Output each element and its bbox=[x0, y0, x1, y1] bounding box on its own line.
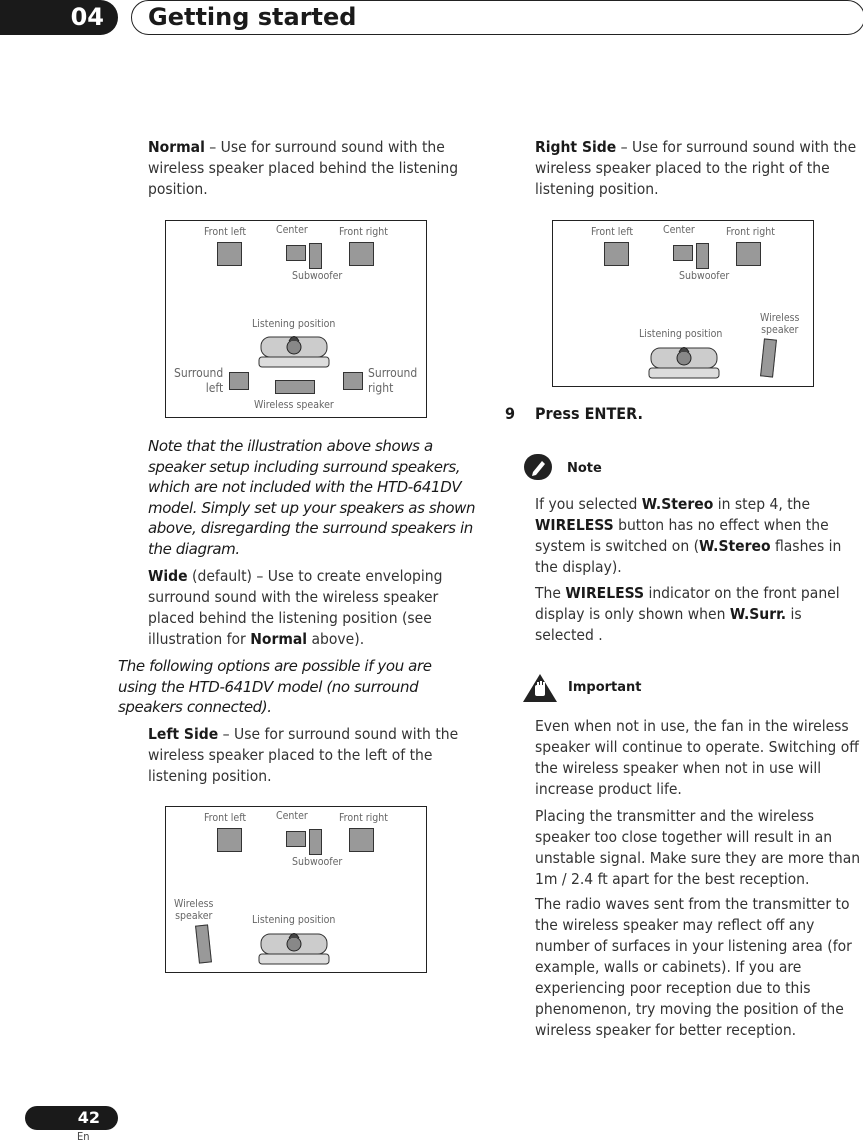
label-center: Center bbox=[276, 224, 308, 236]
surround-note-italic: Note that the illustration above shows a speaker setup including surround speakers, which are not included with the HTD-641DV model. Simply set up your speakers as shown above, disregarding the surround speakers in the diagram. bbox=[148, 437, 476, 558]
center-speaker bbox=[286, 245, 306, 261]
chapter-title: Getting started bbox=[131, 0, 863, 35]
label-front-left: Front left bbox=[204, 812, 247, 824]
front-right-speaker bbox=[736, 242, 761, 266]
left-side-term: Left Side bbox=[148, 725, 219, 743]
label-surround-left: Surround left bbox=[174, 366, 224, 395]
label-wireless-speaker: Wireless speaker bbox=[254, 399, 334, 411]
label-front-right: Front right bbox=[339, 812, 388, 824]
label-subwoofer: Subwoofer bbox=[292, 856, 343, 868]
wide-desc-b: above). bbox=[307, 630, 365, 648]
wide-desc-a: (default) – Use to create enveloping surround sound with the wireless speaker placed behind the listening position (see illustration for bbox=[148, 567, 443, 648]
wireless-speaker bbox=[760, 338, 777, 377]
subwoofer-speaker bbox=[309, 829, 322, 855]
surround-left-speaker bbox=[229, 372, 249, 390]
front-right-speaker bbox=[349, 242, 374, 266]
right-side-option-paragraph bbox=[535, 137, 861, 200]
important-label: Important bbox=[568, 680, 642, 695]
wireless-speaker bbox=[195, 924, 212, 963]
label-center: Center bbox=[663, 224, 695, 236]
right-side-desc: – Use for surround sound with the wireless speaker placed to the right of the listening position. bbox=[535, 138, 857, 198]
label-listening-position: Listening position bbox=[252, 318, 336, 330]
front-left-speaker bbox=[604, 242, 629, 266]
subwoofer-speaker bbox=[309, 243, 322, 269]
note-pencil-icon bbox=[524, 454, 552, 480]
chapter-number-badge bbox=[0, 0, 118, 35]
left-side-desc: – Use for surround sound with the wireless speaker placed to the left of the listening position. bbox=[148, 725, 459, 785]
label-front-left: Front left bbox=[591, 226, 634, 238]
wide-option-paragraph bbox=[148, 566, 478, 650]
wide-term: Wide bbox=[148, 567, 188, 585]
options-intro-italic: The following options are possible if you are using the HTD-641DV model (no surround speakers connected). bbox=[118, 657, 432, 716]
note-p1-text: in step 4, the bbox=[713, 495, 811, 513]
listening-sofa-icon bbox=[648, 340, 720, 380]
note-p2-text: is selected . bbox=[535, 605, 802, 644]
front-left-speaker bbox=[217, 242, 242, 266]
label-subwoofer: Subwoofer bbox=[679, 270, 730, 282]
note-p1-text: button has no effect when the system is switched on ( bbox=[535, 516, 829, 555]
normal-term: Normal bbox=[148, 138, 205, 156]
important-paragraph-2: Placing the transmitter and the wireless speaker too close together will result in an unstable signal. Make sure they are more than 1m / 2.4 ft apart for the best reception. bbox=[535, 807, 861, 888]
label-wireless-speaker: Wireless speaker bbox=[760, 312, 800, 336]
front-right-speaker bbox=[349, 828, 374, 852]
left-side-option-paragraph bbox=[148, 724, 478, 787]
label-subwoofer: Subwoofer bbox=[292, 270, 343, 282]
note-p2-text: indicator on the front panel display is only shown when bbox=[535, 584, 840, 623]
important-paragraph-3: The radio waves sent from the transmitter to the wireless speaker may reflect off any number of surfaces in your listening area (for example, walls or cabinets). If you are experiencing poor reception due to this phenomenon, try moving the position of the wireless speaker for better reception. bbox=[535, 895, 852, 1039]
normal-speaker-diagram bbox=[165, 220, 427, 418]
page-number-badge bbox=[25, 1106, 118, 1130]
wide-ref-normal: Normal bbox=[250, 630, 308, 648]
listening-sofa-icon bbox=[258, 926, 330, 966]
note-paragraph-1 bbox=[535, 494, 861, 578]
left-side-speaker-diagram bbox=[165, 806, 427, 973]
note-label: Note bbox=[567, 461, 602, 476]
note-p2-wsurr: W.Surr. bbox=[729, 605, 787, 623]
label-center: Center bbox=[276, 810, 308, 822]
note-p1-wstereo: W.Stereo bbox=[699, 537, 771, 555]
chapter-number: 04 bbox=[70, 3, 104, 31]
important-warning-icon bbox=[522, 673, 558, 703]
center-speaker bbox=[673, 245, 693, 261]
label-surround-right: Surround right bbox=[368, 366, 418, 395]
surround-right-speaker bbox=[343, 372, 363, 390]
note-p1-wstereo: W.Stereo bbox=[641, 495, 714, 513]
step-text: Press ENTER. bbox=[535, 404, 643, 423]
label-front-left: Front left bbox=[204, 226, 247, 238]
important-paragraph-1: Even when not in use, the fan in the wireless speaker will continue to operate. Switching off the wireless speaker when not in use will increase product life. bbox=[535, 717, 859, 798]
center-speaker bbox=[286, 831, 306, 847]
note-p1-text: If you selected bbox=[535, 495, 642, 513]
listening-sofa-icon bbox=[258, 329, 330, 369]
page-language: En bbox=[77, 1130, 90, 1143]
note-p2-text: The bbox=[535, 584, 566, 602]
step-number: 9 bbox=[505, 404, 516, 423]
front-left-speaker bbox=[217, 828, 242, 852]
normal-option-paragraph bbox=[148, 137, 478, 200]
note-paragraph-2 bbox=[535, 583, 861, 646]
label-wireless-speaker: Wireless speaker bbox=[174, 898, 214, 922]
label-listening-position: Listening position bbox=[639, 328, 723, 340]
note-p2-wireless: WIRELESS bbox=[565, 584, 645, 602]
page-number: 42 bbox=[77, 1108, 100, 1127]
right-side-speaker-diagram bbox=[552, 220, 814, 387]
right-side-term: Right Side bbox=[535, 138, 617, 156]
label-front-right: Front right bbox=[726, 226, 775, 238]
subwoofer-speaker bbox=[696, 243, 709, 269]
label-front-right: Front right bbox=[339, 226, 388, 238]
normal-desc: – Use for surround sound with the wireless speaker placed behind the listening position. bbox=[148, 138, 459, 198]
wireless-speaker bbox=[275, 380, 315, 394]
note-p1-wireless: WIRELESS bbox=[535, 516, 614, 534]
note-p1-text: flashes in the display). bbox=[535, 537, 842, 576]
label-listening-position: Listening position bbox=[252, 914, 336, 926]
